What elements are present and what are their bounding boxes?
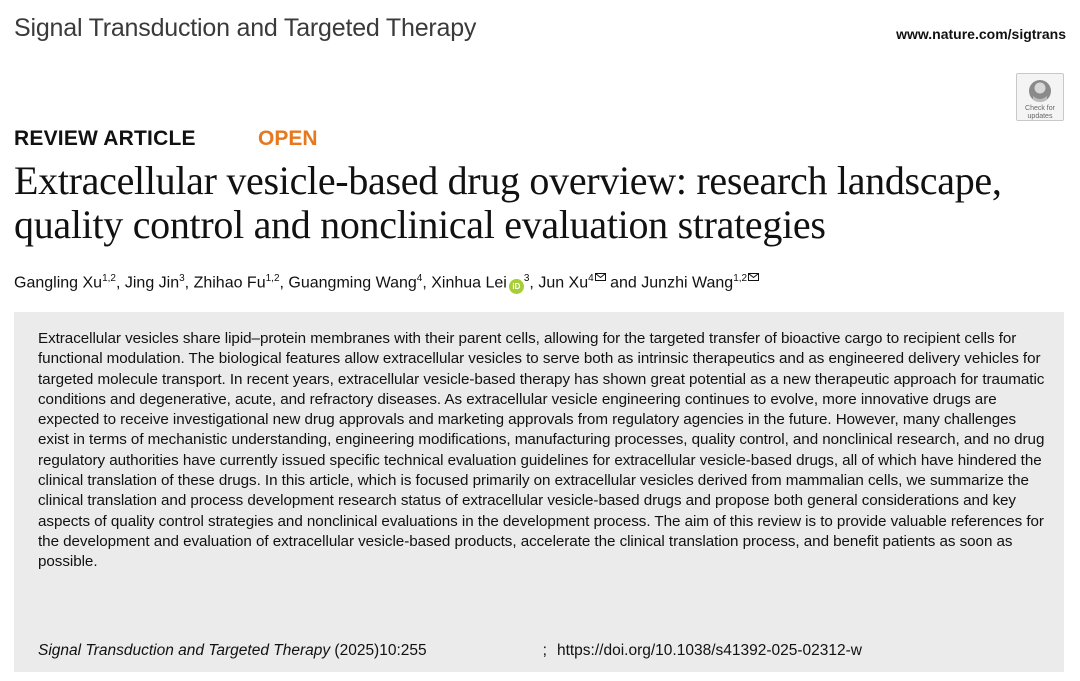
author-name[interactable]: Jun Xu	[538, 274, 589, 292]
check-for-updates-badge[interactable]	[1016, 73, 1064, 121]
author-affiliation: 4	[588, 273, 594, 284]
author-affiliation: 1,2	[102, 273, 116, 284]
mail-icon[interactable]	[748, 268, 759, 276]
author-affiliation: 1,2	[733, 273, 748, 284]
author-separator: ,	[422, 274, 432, 292]
author-list	[14, 268, 759, 294]
article-title: Extracellular vesicle-based drug overview: research landscape, quality control and nonclinical evaluation strategies	[14, 158, 1002, 247]
citation-line	[38, 642, 862, 660]
author-name[interactable]: Xinhua Lei	[431, 274, 507, 292]
author-separator: ,	[279, 274, 289, 292]
author-name[interactable]: Zhihao Fu	[193, 274, 266, 292]
author-separator: ,	[184, 274, 194, 292]
author-name[interactable]: Junzhi Wang	[641, 274, 734, 292]
abstract-box	[14, 312, 1064, 672]
citation-journal: Signal Transduction and Targeted Therapy	[38, 642, 331, 659]
journal-url[interactable]: www.nature.com/sigtrans	[896, 26, 1066, 42]
check-updates-label-2: updates	[1027, 113, 1053, 120]
open-access-label: OPEN	[258, 127, 318, 150]
citation-year-volume: (2025)10:255	[330, 642, 427, 659]
author-name[interactable]: Gangling Xu	[14, 274, 103, 292]
citation-separator: ;	[542, 642, 547, 659]
author-affiliation: 3	[179, 273, 185, 284]
author-name[interactable]: Jing Jin	[124, 274, 180, 292]
citation-doi-link[interactable]: https://doi.org/10.1038/s41392-025-02312-w	[556, 642, 863, 659]
journal-name: Signal Transduction and Targeted Therapy	[14, 14, 477, 42]
check-for-updates-icon	[1027, 78, 1053, 104]
mail-icon[interactable]	[595, 268, 606, 276]
article-type: REVIEW ARTICLE	[14, 127, 196, 150]
orcid-icon[interactable]: iD	[509, 279, 524, 294]
check-updates-label-1: Check for	[1025, 105, 1055, 112]
abstract-text: Extracellular vesicles share lipid–protein membranes with their parent cells, allowing for the targeted transfer of bioactive cargo to recipient cells for functional modulation. The biological features allow extracellular vesicles to serve both as intrinsic therapeutics and as engineered delivery vehicles for targeted molecule transport. In recent years, extracellular vesicle-based therapy has shown great potential as a new therapeutic approach for traumatic conditions and degenerative, acute, and refractory diseases. As extracellular vesicle engineering continues to evolve, more innovative drugs are expected to receive investigational new drug approvals and marketing approvals from regulatory agencies in the future. However, many challenges exist in terms of mechanistic understanding, engineering modifications, manufacturing processes, quality control, and nonclinical research, and no drug regulatory authorities have currently issued specific technical evaluation guidelines for extracellular vesicle-based drugs, all of which have hindered the clinical translation of these drugs. In this article, which is focused primarily on extracellular vesicles derived from mammalian cells, we summarize the clinical translation and process development research status of extracellular vesicle-based drugs and propose both general considerations and key aspects of quality control strategies and nonclinical evaluations in the development process. The aim of this review is to provide valuable references for the development and evaluation of extracellular vesicle-based products, accelerate the clinical translation process, and benefit patients as soon as possible.	[38, 330, 1045, 571]
author-separator: ,	[529, 274, 539, 292]
author-affiliation: 4	[416, 273, 423, 284]
author-affiliation: 1,2	[265, 273, 280, 284]
author-separator: ,	[115, 274, 125, 292]
author-affiliation: 3	[523, 273, 530, 284]
author-name[interactable]: Guangming Wang	[288, 274, 417, 292]
author-separator: and	[605, 274, 642, 292]
